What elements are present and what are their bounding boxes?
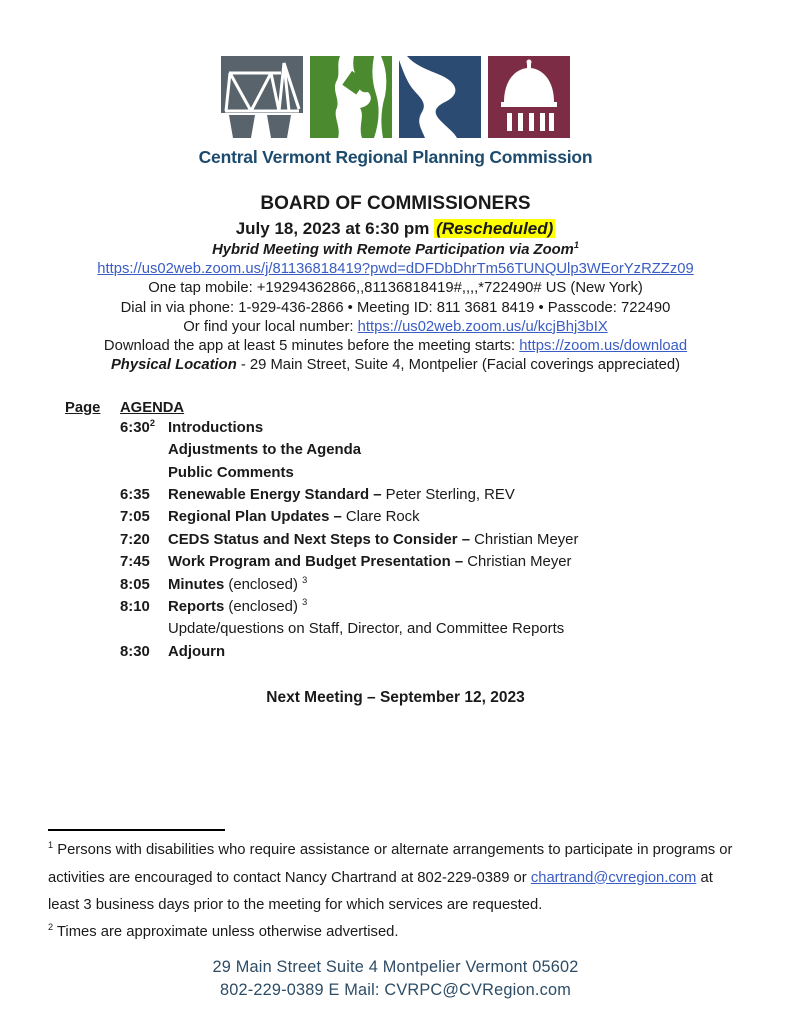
page-title: BOARD OF COMMISSIONERS	[260, 193, 531, 214]
contact-email-link[interactable]: chartrand@cvregion.com	[530, 869, 697, 886]
agenda-item-text	[168, 509, 420, 527]
agenda-item	[120, 532, 791, 550]
agenda-item-title: Renewable Energy Standard –	[168, 486, 386, 503]
footnote-1: $^1$ Persons with disabilities who require assistance or alternate arrangements to participate in programs or activities are encouraged to contact Nancy Chartrand at 802-229-0389 or chartrand@cvregion.com at least 3 business days prior to the meeting for which services are requested.	[48, 840, 733, 913]
zoom-meeting-link[interactable]: https://us02web.zoom.us/j/81136818419?pwd=dDFDbDhrTm56TUNQUlp3WEorYzRZZz09	[97, 261, 694, 277]
agenda-item	[120, 621, 791, 639]
agenda-item-time: 6:35	[120, 486, 150, 503]
meeting-date-line	[0, 219, 791, 239]
local-number-link[interactable]: https://us02web.zoom.us/u/kcjBhj3bIX	[357, 318, 608, 335]
agenda-item	[120, 509, 791, 527]
dial-in-line: Dial in via phone: 1-929-436-2866 • Meeting ID: 811 3681 8419 • Passcode: 722490	[120, 299, 671, 316]
agenda-item-time: 7:20	[120, 531, 150, 548]
page-column-label: Page	[65, 399, 101, 416]
next-meeting-line: Next Meeting – September 12, 2023	[266, 689, 525, 707]
agenda-item-time: $6:30^2$	[120, 417, 155, 436]
meeting-date: July 18, 2023 at 6:30 pm	[235, 219, 435, 238]
agenda-item-text	[168, 420, 263, 438]
agenda-item-detail: Update/questions on Staff, Director, and Committee Reports	[168, 621, 565, 638]
agenda-item-text	[168, 554, 572, 572]
agenda-item-title: Adjustments to the Agenda	[168, 442, 362, 459]
agenda-item-text	[168, 644, 225, 662]
footnote-ref-1: 1	[573, 240, 579, 251]
agenda-item-time: 8:30	[120, 643, 150, 660]
local-number-line: Or find your local number: https://us02web.zoom.us/u/kcjBhj3bIX	[183, 318, 608, 335]
one-tap-mobile-line: One tap mobile: +19294362866,,81136818419#,,,,*722490# US (New York)	[148, 280, 643, 297]
meeting-info	[0, 260, 791, 376]
agenda-item-time	[120, 442, 168, 460]
agenda-item-text	[168, 487, 515, 505]
zoom-download-link[interactable]: https://zoom.us/download	[519, 338, 688, 355]
footer	[0, 956, 791, 1002]
rescheduled-highlight: (Rescheduled)	[436, 219, 554, 238]
capitol-dome-icon	[488, 56, 570, 138]
agenda-item-detail: Christian Meyer	[474, 531, 579, 548]
agenda-item-time: 8:10	[120, 598, 150, 615]
agenda-item-text	[168, 442, 361, 460]
footer-address: 29 Main Street Suite 4 Montpelier Vermont 05602	[212, 958, 579, 976]
meeting-subtitle: Hybrid Meeting with Remote Participation via Zoom$^1$	[212, 240, 579, 258]
agenda-item-detail: Christian Meyer	[467, 554, 572, 571]
physical-location-label: Physical Location	[110, 357, 237, 374]
agenda-item-title: Work Program and Budget Presentation –	[168, 554, 468, 571]
agenda-item	[120, 554, 791, 572]
agenda-item-title: Minutes	[168, 576, 225, 593]
agenda-item-text	[168, 532, 578, 550]
agenda-item-time: 7:45	[120, 554, 150, 571]
agenda-item-text	[168, 465, 294, 483]
agenda-header	[65, 400, 791, 416]
agenda-time-superscript: 2	[149, 417, 155, 428]
agenda-item-title: Public Comments	[168, 464, 294, 481]
footnote-2: $^2$ Times are approximate unless otherwise advertised.	[48, 922, 399, 941]
vermont-state-icon	[310, 56, 392, 138]
river-icon	[399, 56, 481, 138]
agenda-item-title: Introductions	[168, 419, 264, 436]
logo-tiles	[0, 56, 791, 138]
agenda-item-detail: Peter Sterling, REV	[385, 486, 515, 503]
agenda-item	[120, 442, 791, 460]
agenda-item-superscript: 3	[302, 574, 308, 585]
agenda-item	[120, 644, 791, 662]
agenda-item-superscript: 3	[302, 596, 308, 607]
download-app-line: Download the app at least 5 minutes before the meeting starts: https://zoom.us/download	[103, 338, 688, 355]
agenda-item-time: 8:05	[120, 576, 150, 593]
agenda-list	[120, 417, 791, 662]
agenda-item-text	[168, 621, 564, 639]
agenda-item-title: Adjourn	[168, 643, 226, 660]
agenda-item-title: Reports	[168, 598, 225, 615]
agenda-item-detail: (enclosed)	[224, 598, 303, 615]
agenda-item	[120, 487, 791, 505]
agenda-heading: AGENDA	[120, 399, 185, 416]
agenda-item-detail: (enclosed)	[224, 576, 303, 593]
agenda-item-text	[168, 596, 308, 617]
footnote-divider	[48, 829, 225, 831]
footnotes	[48, 829, 747, 946]
agenda-item-time: 7:05	[120, 509, 150, 526]
agenda-item-time	[120, 621, 168, 639]
agenda-item	[120, 465, 791, 483]
agenda-item	[120, 574, 791, 595]
agenda-item	[120, 596, 791, 617]
agenda-item-text	[168, 574, 308, 595]
physical-location-line: Physical Location - 29 Main Street, Suite 4, Montpelier (Facial coverings appreciated)	[110, 357, 681, 374]
org-name: Central Vermont Regional Planning Commission	[198, 147, 593, 167]
cvrpc-logo	[0, 0, 791, 168]
agenda-item-title: CEDS Status and Next Steps to Consider –	[168, 531, 475, 548]
footer-contact: 802-229-0389 E Mail: CVRPC@CVRegion.com	[219, 981, 571, 999]
bridge-icon	[221, 56, 303, 138]
agenda-item-detail: Clare Rock	[345, 509, 420, 526]
agenda-item-title: Regional Plan Updates –	[168, 509, 346, 526]
agenda-item	[120, 417, 791, 438]
agenda-item-time	[120, 465, 168, 483]
